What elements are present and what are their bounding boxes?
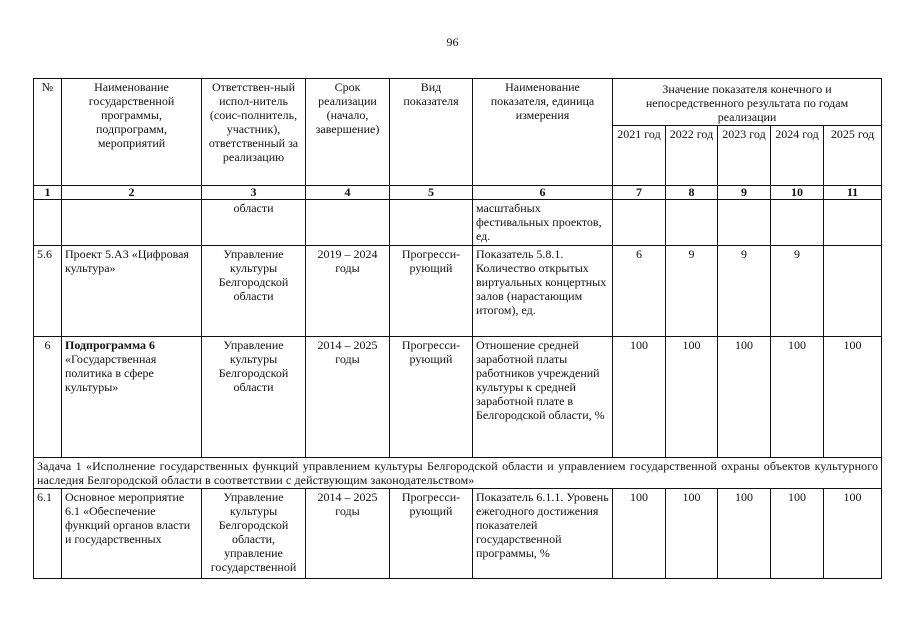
row-value-2025: [824, 246, 882, 337]
row-responsible: Управление культуры Белгородской области: [202, 337, 306, 458]
column-number: 4: [306, 186, 390, 200]
task-row: [34, 458, 882, 489]
row-value-2024: 9: [771, 246, 824, 337]
row-term: 2019 – 2024 годы: [306, 246, 390, 337]
indicators-table: [33, 78, 882, 579]
row-value-2025: [824, 200, 882, 246]
row-indicator: масштабных фестивальных проектов, ед.: [473, 200, 613, 246]
row-type: Прогресси-рующий: [390, 489, 473, 579]
row-value-2024: 100: [771, 489, 824, 579]
row-value-2023: 100: [718, 337, 771, 458]
row-indicator: Показатель 5.8.1. Количество открытых виртуальных концертных залов (нарастающим итогом), ед.: [473, 246, 613, 337]
row-program: Основное мероприятие 6.1 «Обеспечение функций органов власти и государственных: [62, 489, 202, 579]
row-indicator: Отношение средней заработной платы работников учреждений культуры к средней заработной плате в Белгородской области, %: [473, 337, 613, 458]
row-value-2025: 100: [824, 489, 882, 579]
column-number: 11: [824, 186, 882, 200]
row-program: [62, 246, 202, 337]
column-number: 9: [718, 186, 771, 200]
header-program: Наименование государственной программы, подпрограмм, мероприятий: [62, 79, 202, 186]
header-row-1: [34, 79, 882, 126]
row-value-2024: [771, 200, 824, 246]
row-value-2022: 100: [666, 337, 718, 458]
row-value-2021: [613, 200, 666, 246]
row-type: Прогресси-рующий: [390, 246, 473, 337]
task-text: Задача 1 «Исполнение государственных функций управлением культуры Белгородской области и управлением государственной охраны объектов культурного наследия Белгородской области в соответствии с действующим законодательством»: [34, 458, 882, 489]
row-value-2021: 100: [613, 337, 666, 458]
row-responsible: Управление культуры Белгородской области: [202, 246, 306, 337]
row-term: 2014 – 2025 годы: [306, 337, 390, 458]
row-value-2021: 6: [613, 246, 666, 337]
column-number: 2: [62, 186, 202, 200]
row-value-2022: 9: [666, 246, 718, 337]
row-program-text: Проект 5.А3 «Цифровая культура»: [65, 247, 189, 275]
row-program-bold: Подпрограмма 6: [65, 338, 156, 352]
row-type: [390, 200, 473, 246]
row-value-2022: 100: [666, 489, 718, 579]
row-value-2025: 100: [824, 337, 882, 458]
header-num: №: [34, 79, 62, 186]
column-number: 10: [771, 186, 824, 200]
row-responsible: Управление культуры Белгородской области, управление государственной: [202, 489, 306, 579]
column-numbers-row: [34, 186, 882, 200]
table-row: [34, 489, 882, 579]
table-row: [34, 200, 882, 246]
header-year-2024: 2024 год: [771, 126, 824, 186]
column-number: 7: [613, 186, 666, 200]
page-number: 96: [446, 35, 459, 49]
row-value-2022: [666, 200, 718, 246]
table-row: [34, 246, 882, 337]
row-num: [34, 200, 62, 246]
row-value-2023: 9: [718, 246, 771, 337]
row-program: [62, 200, 202, 246]
row-program-text: «Государственная политика в сфере культуры»: [65, 352, 157, 394]
row-type: Прогресси-рующий: [390, 337, 473, 458]
column-number: 1: [34, 186, 62, 200]
header-year-2025: 2025 год: [824, 126, 882, 186]
header-year-2022: 2022 год: [666, 126, 718, 186]
header-indicator: Наименование показателя, единица измерения: [473, 79, 613, 186]
header-values-group: Значение показателя конечного и непосредственного результата по годам реализации: [613, 79, 882, 126]
row-value-2023: [718, 200, 771, 246]
column-number: 8: [666, 186, 718, 200]
row-responsible: области: [202, 200, 306, 246]
header-year-2023: 2023 год: [718, 126, 771, 186]
row-num: 6: [34, 337, 62, 458]
header-term: Срок реализации (начало, завершение): [306, 79, 390, 186]
row-value-2023: 100: [718, 489, 771, 579]
table-row: [34, 337, 882, 458]
column-number: 5: [390, 186, 473, 200]
header-year-2021: 2021 год: [613, 126, 666, 186]
row-term: [306, 200, 390, 246]
row-num: 6.1: [34, 489, 62, 579]
header-type: Вид показателя: [390, 79, 473, 186]
column-number: 3: [202, 186, 306, 200]
row-program: [62, 337, 202, 458]
row-value-2021: 100: [613, 489, 666, 579]
column-number: 6: [473, 186, 613, 200]
row-term: 2014 – 2025 годы: [306, 489, 390, 579]
row-num: 5.6: [34, 246, 62, 337]
row-value-2024: 100: [771, 337, 824, 458]
header-responsible: Ответствен-ный испол-нитель (соис-полнитель, участник), ответственный за реализацию: [202, 79, 306, 186]
row-indicator: Показатель 6.1.1. Уровень ежегодного достижения показателей государственной программы, %: [473, 489, 613, 579]
